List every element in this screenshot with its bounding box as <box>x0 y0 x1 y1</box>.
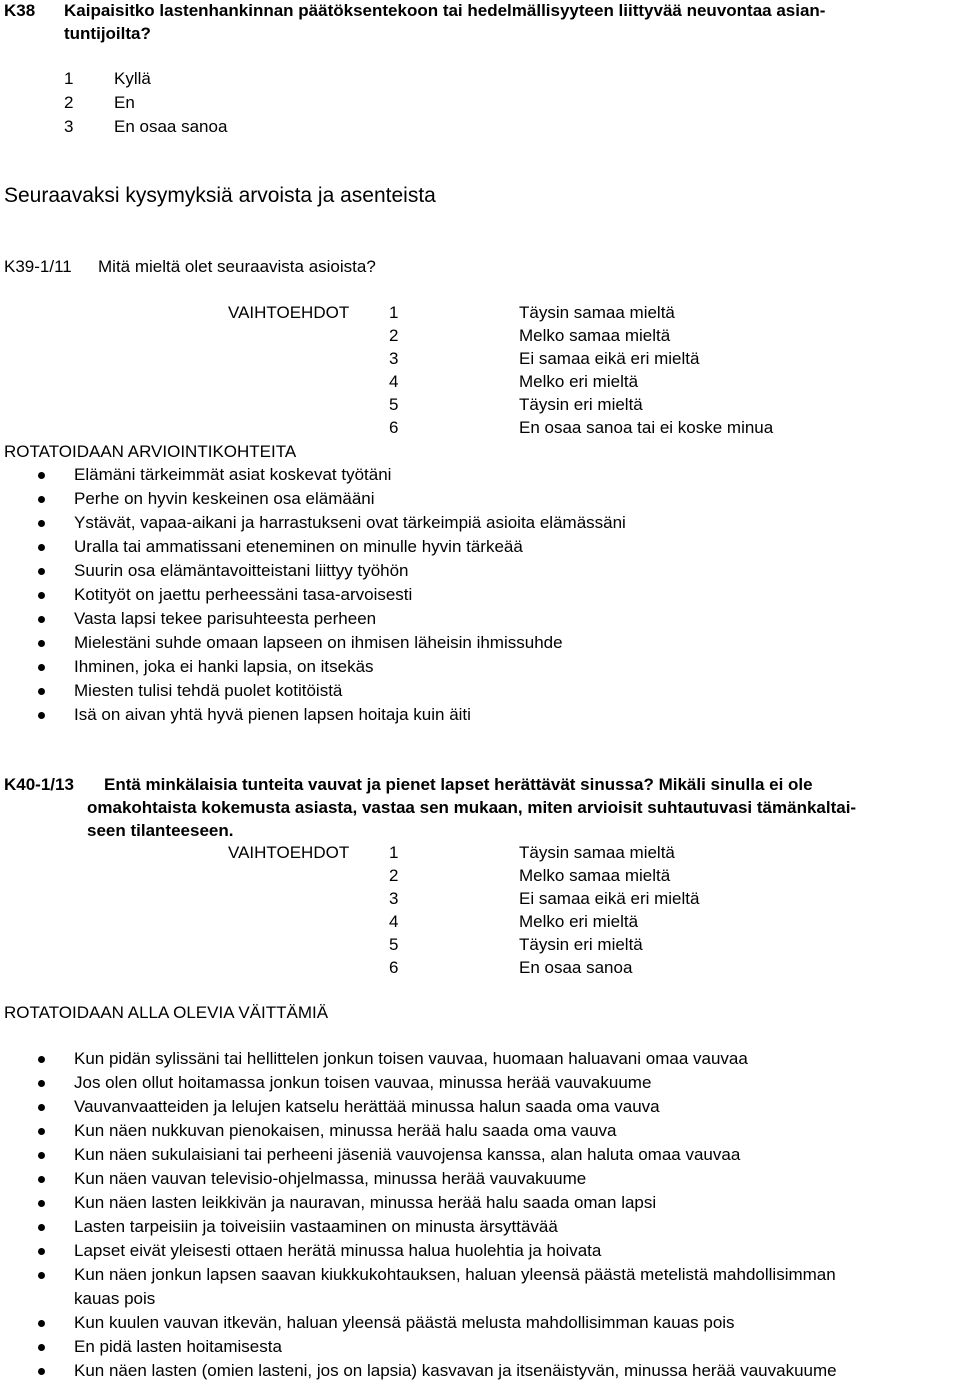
k40-option-label: Melko eri mieltä <box>519 912 639 931</box>
list-item: Lasten tarpeisiin ja toiveisiin vastaaminen on minusta ärsyttävää <box>74 1217 558 1236</box>
k39-option-label: Melko samaa mieltä <box>519 326 671 345</box>
k39-option-number: 1 <box>389 303 399 322</box>
k38-option-label: Kyllä <box>114 69 151 88</box>
bullet-icon <box>38 1224 45 1231</box>
list-item: Elämäni tärkeimmät asiat koskevat työtäni <box>74 465 392 484</box>
list-item: Lapset eivät yleisesti ottaen herätä minussa halua huolehtia ja hoivata <box>74 1241 602 1260</box>
list-item: Isä on aivan yhtä hyvä pienen lapsen hoitaja kuin äiti <box>74 705 471 724</box>
list-item: Vasta lapsi tekee parisuhteesta perheen <box>74 609 377 628</box>
rotation-note: ROTATOIDAAN ARVIOINTIKOHTEITA <box>4 442 297 461</box>
list-item: Ihminen, joka ei hanki lapsia, on itsekäs <box>74 657 374 676</box>
bullet-icon <box>38 1368 45 1375</box>
bullet-icon <box>38 496 45 503</box>
list-item: Uralla tai ammatissani eteneminen on minulle hyvin tärkeää <box>74 537 523 556</box>
bullet-icon <box>38 592 45 599</box>
k40-option-label: Täysin eri mieltä <box>519 935 643 954</box>
question-code-k39: K39-1/11 <box>4 257 72 276</box>
bullet-icon <box>38 1080 45 1087</box>
bullet-icon <box>38 640 45 647</box>
list-item: Kun näen lasten (omien lasteni, jos on lapsia) kasvavan ja itsenäistyvän, minussa herää vauvakuume <box>74 1361 837 1380</box>
list-item: Kotityöt on jaettu perheessäni tasa-arvoisesti <box>74 585 413 604</box>
section-heading: Seuraavaksi kysymyksiä arvoista ja asenteista <box>4 184 436 207</box>
k40-option-number: 6 <box>389 958 399 977</box>
bullet-icon <box>38 1248 45 1255</box>
bullet-icon <box>38 1344 45 1351</box>
options-label: VAIHTOEHDOT <box>228 303 350 322</box>
k38-option-number: 3 <box>64 117 74 136</box>
list-item: En pidä lasten hoitamisesta <box>74 1337 282 1356</box>
question-code-k38: K38 <box>4 1 36 20</box>
k39-option-label: Täysin eri mieltä <box>519 395 643 414</box>
bullet-icon <box>38 520 45 527</box>
bullet-icon <box>38 1128 45 1135</box>
list-item: Vauvanvaatteiden ja lelujen katselu herättää minussa halun saada oma vauva <box>74 1097 660 1116</box>
k40-option-number: 2 <box>389 866 399 885</box>
k39-option-number: 6 <box>389 418 399 437</box>
bullet-icon <box>38 1056 45 1063</box>
k40-option-number: 3 <box>389 889 399 908</box>
k40-option-label: Melko samaa mieltä <box>519 866 671 885</box>
question-code-k40: K40-1/13 <box>4 775 74 794</box>
bullet-icon <box>38 616 45 623</box>
list-item: Kun kuulen vauvan itkevän, haluan yleensä päästä melusta mahdollisimman kauas pois <box>74 1313 735 1332</box>
list-item: Kun näen vauvan televisio-ohjelmassa, minussa herää vauvakuume <box>74 1169 587 1188</box>
k40-option-label: En osaa sanoa <box>519 958 633 977</box>
bullet-icon <box>38 568 45 575</box>
list-item: Suurin osa elämäntavoitteistani liittyy työhön <box>74 561 409 580</box>
list-item: Miesten tulisi tehdä puolet kotitöistä <box>74 681 343 700</box>
bullet-icon <box>38 544 45 551</box>
rotation-note: ROTATOIDAAN ALLA OLEVIA VÄITTÄMIÄ <box>4 1003 329 1022</box>
k38-option-label: En osaa sanoa <box>114 117 228 136</box>
k40-option-label: Täysin samaa mieltä <box>519 843 675 862</box>
k39-option-label: Täysin samaa mieltä <box>519 303 675 322</box>
k39-option-number: 2 <box>389 326 399 345</box>
bullet-icon <box>38 472 45 479</box>
question-text-k40-line2: omakohtaista kokemusta asiasta, vastaa sen mukaan, miten arvioisit suhtautuvasi tämänkaltai- <box>87 798 857 817</box>
question-text-k38-line2: tuntijoilta? <box>64 24 151 43</box>
k39-option-number: 3 <box>389 349 399 368</box>
k38-option-number: 1 <box>64 69 74 88</box>
k38-option-number: 2 <box>64 93 74 112</box>
k40-option-number: 5 <box>389 935 399 954</box>
k39-option-label: En osaa sanoa tai ei koske minua <box>519 418 774 437</box>
k39-option-label: Ei samaa eikä eri mieltä <box>519 349 700 368</box>
k39-option-label: Melko eri mieltä <box>519 372 639 391</box>
options-label: VAIHTOEHDOT <box>228 843 350 862</box>
list-item-continuation: kauas pois <box>74 1289 156 1308</box>
list-item: Jos olen ollut hoitamassa jonkun toisen vauvaa, minussa herää vauvakuume <box>74 1073 652 1092</box>
bullet-icon <box>38 688 45 695</box>
bullet-icon <box>38 1200 45 1207</box>
list-item: Mielestäni suhde omaan lapseen on ihmisen läheisin ihmissuhde <box>74 633 563 652</box>
question-text-k38-line1: Kaipaisitko lastenhankinnan päätöksentekoon tai hedelmällisyyteen liittyvää neuvontaa asian- <box>64 1 826 20</box>
bullet-icon <box>38 712 45 719</box>
question-text-k40-line3: seen tilanteeseen. <box>87 821 234 840</box>
k40-option-number: 4 <box>389 912 399 931</box>
bullet-icon <box>38 1320 45 1327</box>
bullet-icon <box>38 1152 45 1159</box>
bullet-icon <box>38 1272 45 1279</box>
k40-option-number: 1 <box>389 843 399 862</box>
k38-option-label: En <box>114 93 135 112</box>
list-item: Kun näen jonkun lapsen saavan kiukkukohtauksen, haluan yleensä päästä metelistä mahdollisimman <box>74 1265 836 1284</box>
k39-option-number: 4 <box>389 372 399 391</box>
bullet-icon <box>38 1104 45 1111</box>
question-text-k39: Mitä mieltä olet seuraavista asioista? <box>98 257 376 276</box>
list-item: Perhe on hyvin keskeinen osa elämääni <box>74 489 375 508</box>
list-item: Kun näen lasten leikkivän ja nauravan, minussa herää halu saada oman lapsi <box>74 1193 657 1212</box>
list-item: Kun näen sukulaisiani tai perheeni jäseniä vauvojensa kanssa, alan haluta omaa vauvaa <box>74 1145 741 1164</box>
question-text-k40-line1: Entä minkälaisia tunteita vauvat ja pienet lapset herättävät sinussa? Mikäli sinulla ei ole <box>104 775 813 794</box>
bullet-icon <box>38 1176 45 1183</box>
list-item: Ystävät, vapaa-aikani ja harrastukseni ovat tärkeimpiä asioita elämässäni <box>74 513 626 532</box>
k40-option-label: Ei samaa eikä eri mieltä <box>519 889 700 908</box>
bullet-icon <box>38 664 45 671</box>
list-item: Kun näen nukkuvan pienokaisen, minussa herää halu saada oma vauva <box>74 1121 617 1140</box>
list-item: Kun pidän sylissäni tai hellittelen jonkun toisen vauvaa, huomaan haluavani omaa vauvaa <box>74 1049 748 1068</box>
k39-option-number: 5 <box>389 395 399 414</box>
